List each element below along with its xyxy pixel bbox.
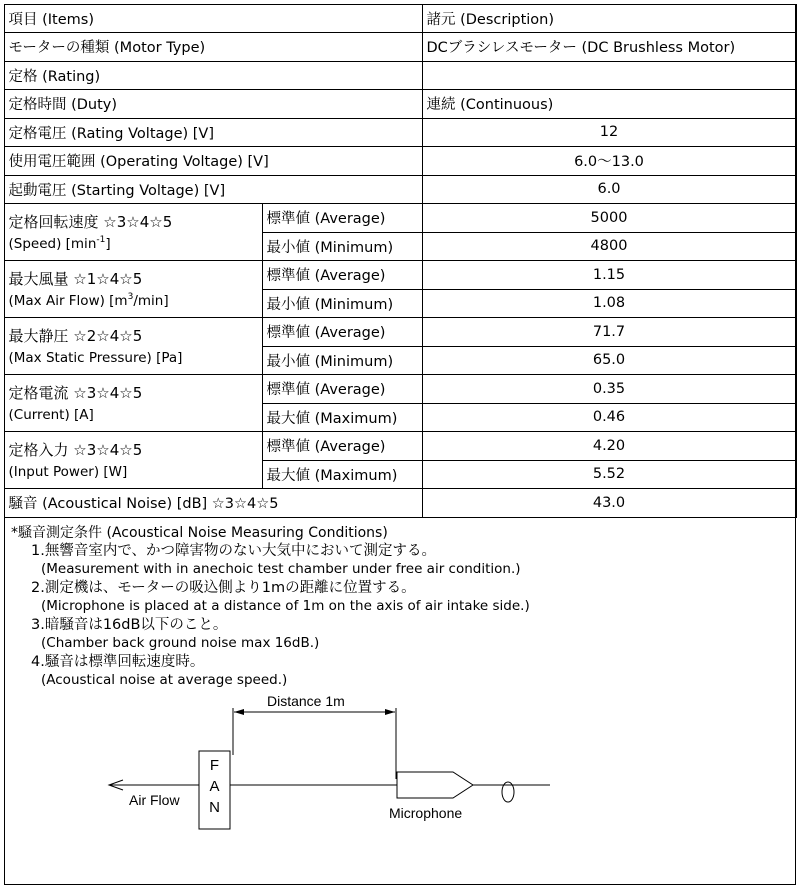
motor-type-row	[4, 33, 796, 62]
note-1-ja: 1.無響音室内で、かつ障害物のない大気中において測定する。	[31, 543, 437, 559]
rated-voltage-row	[4, 118, 796, 147]
static-pressure-average-value: 71.7	[422, 318, 796, 347]
current-average-type: 標準値 (Average)	[262, 375, 422, 404]
static-pressure-label-en: (Max Static Pressure) [Pa]	[8, 350, 183, 366]
static-pressure-row-average	[4, 318, 796, 347]
rating-row	[4, 61, 796, 90]
distance-label: Distance 1m	[267, 695, 345, 709]
current-label-en: (Current) [A]	[8, 407, 94, 423]
rating-label: 定格 (Rating)	[4, 61, 422, 90]
microphone-icon	[397, 772, 473, 798]
static-pressure-minimum-value: 65.0	[422, 346, 796, 375]
input-power-average-value: 4.20	[422, 432, 796, 461]
air-flow-minimum-type: 最小値 (Minimum)	[262, 289, 422, 318]
noise-label: 騒音 (Acoustical Noise) [dB] ☆3☆4☆5	[4, 489, 422, 518]
microphone-label: Microphone	[389, 805, 463, 821]
air-flow-label: Air Flow	[129, 792, 180, 808]
fan-letter-n: N	[209, 799, 220, 816]
current-maximum-value: 0.46	[422, 403, 796, 432]
fan-letter-a: A	[209, 778, 220, 795]
note-4-ja: 4.騒音は標準回転速度時。	[31, 654, 205, 670]
air-flow-label-ja: 最大風量 ☆1☆4☆5	[8, 270, 143, 288]
rated-voltage-value: 12	[422, 118, 796, 147]
starting-voltage-label: 起動電圧 (Starting Voltage) [V]	[4, 175, 422, 204]
air-flow-average-value: 1.15	[422, 261, 796, 290]
air-flow-label-en-text: (Max Air Flow) [m	[8, 293, 128, 309]
header-description: 諸元 (Description)	[422, 4, 796, 33]
speed-label	[4, 204, 262, 261]
note-2-ja: 2.測定機は、モーターの吸込側より1mの距離に位置する。	[31, 580, 416, 596]
duty-label: 定格時間 (Duty)	[4, 90, 422, 119]
note-1-en: (Measurement with in anechoic test chamber under free air condition.)	[41, 561, 521, 577]
noise-row	[4, 489, 796, 518]
header-row	[4, 4, 796, 33]
current-maximum-type: 最大値 (Maximum)	[262, 403, 422, 432]
duty-value: 連続 (Continuous)	[422, 90, 796, 119]
operating-voltage-label: 使用電圧範囲 (Operating Voltage) [V]	[4, 147, 422, 176]
current-label	[4, 375, 262, 432]
note-3-en: (Chamber back ground noise max 16dB.)	[41, 635, 320, 651]
input-power-label-ja: 定格入力 ☆3☆4☆5	[8, 441, 143, 459]
current-row-average	[4, 375, 796, 404]
speed-label-en-sup: -1	[96, 234, 106, 245]
motor-type-value: DCブラシレスモーター (DC Brushless Motor)	[422, 33, 796, 62]
input-power-label-en: (Input Power) [W]	[8, 464, 128, 480]
noise-conditions-notes	[11, 524, 791, 690]
header-item: 項目 (Items)	[4, 4, 422, 33]
motor-type-label: モーターの種類 (Motor Type)	[4, 33, 422, 62]
current-label-ja: 定格電流 ☆3☆4☆5	[8, 384, 143, 402]
distance-arrow-right-icon	[385, 709, 395, 715]
speed-label-ja: 定格回転速度 ☆3☆4☆5	[8, 213, 173, 231]
operating-voltage-row	[4, 147, 796, 176]
spec-table	[4, 4, 797, 518]
static-pressure-label	[4, 318, 262, 375]
operating-voltage-value: 6.0～13.0	[422, 147, 796, 176]
air-flow-label-en-close: /min]	[133, 293, 169, 309]
fan-letter-f: F	[209, 757, 220, 774]
air-flow-label-en-sup: 3	[127, 291, 134, 302]
speed-row-average	[4, 204, 796, 233]
input-power-label	[4, 432, 262, 489]
air-flow-minimum-value: 1.08	[422, 289, 796, 318]
duty-row	[4, 90, 796, 119]
spec-sheet	[4, 4, 796, 885]
air-flow-label	[4, 261, 262, 318]
static-pressure-label-ja: 最大静圧 ☆2☆4☆5	[8, 327, 143, 345]
input-power-average-type: 標準値 (Average)	[262, 432, 422, 461]
distance-arrow-left-icon	[234, 709, 244, 715]
current-average-value: 0.35	[422, 375, 796, 404]
static-pressure-minimum-type: 最小値 (Minimum)	[262, 346, 422, 375]
noise-value: 43.0	[422, 489, 796, 518]
input-power-maximum-value: 5.52	[422, 460, 796, 489]
note-2-en: (Microphone is placed at a distance of 1m on the axis of air intake side.)	[41, 598, 530, 614]
air-flow-row-average	[4, 261, 796, 290]
speed-average-value: 5000	[422, 204, 796, 233]
air-flow-label-en	[9, 290, 258, 312]
starting-voltage-value: 6.0	[422, 175, 796, 204]
input-power-maximum-type: 最大値 (Maximum)	[262, 460, 422, 489]
static-pressure-average-type: 標準値 (Average)	[262, 318, 422, 347]
speed-minimum-type: 最小値 (Minimum)	[262, 232, 422, 261]
speed-label-en-text: (Speed) [min	[8, 236, 97, 252]
rated-voltage-label: 定格電圧 (Rating Voltage) [V]	[4, 118, 422, 147]
starting-voltage-row	[4, 175, 796, 204]
speed-average-type: 標準値 (Average)	[262, 204, 422, 233]
notes-title: *騒音測定条件 (Acoustical Noise Measuring Conditions)	[11, 525, 388, 541]
speed-label-en	[9, 233, 258, 255]
note-3-ja: 3.暗騒音は16dB以下のこと。	[31, 617, 228, 633]
rating-value	[422, 61, 796, 90]
speed-label-en-close: ]	[105, 236, 111, 252]
input-power-row-average	[4, 432, 796, 461]
speed-minimum-value: 4800	[422, 232, 796, 261]
air-flow-average-type: 標準値 (Average)	[262, 261, 422, 290]
note-4-en: (Acoustical noise at average speed.)	[41, 672, 288, 688]
measurement-diagram	[5, 695, 797, 875]
